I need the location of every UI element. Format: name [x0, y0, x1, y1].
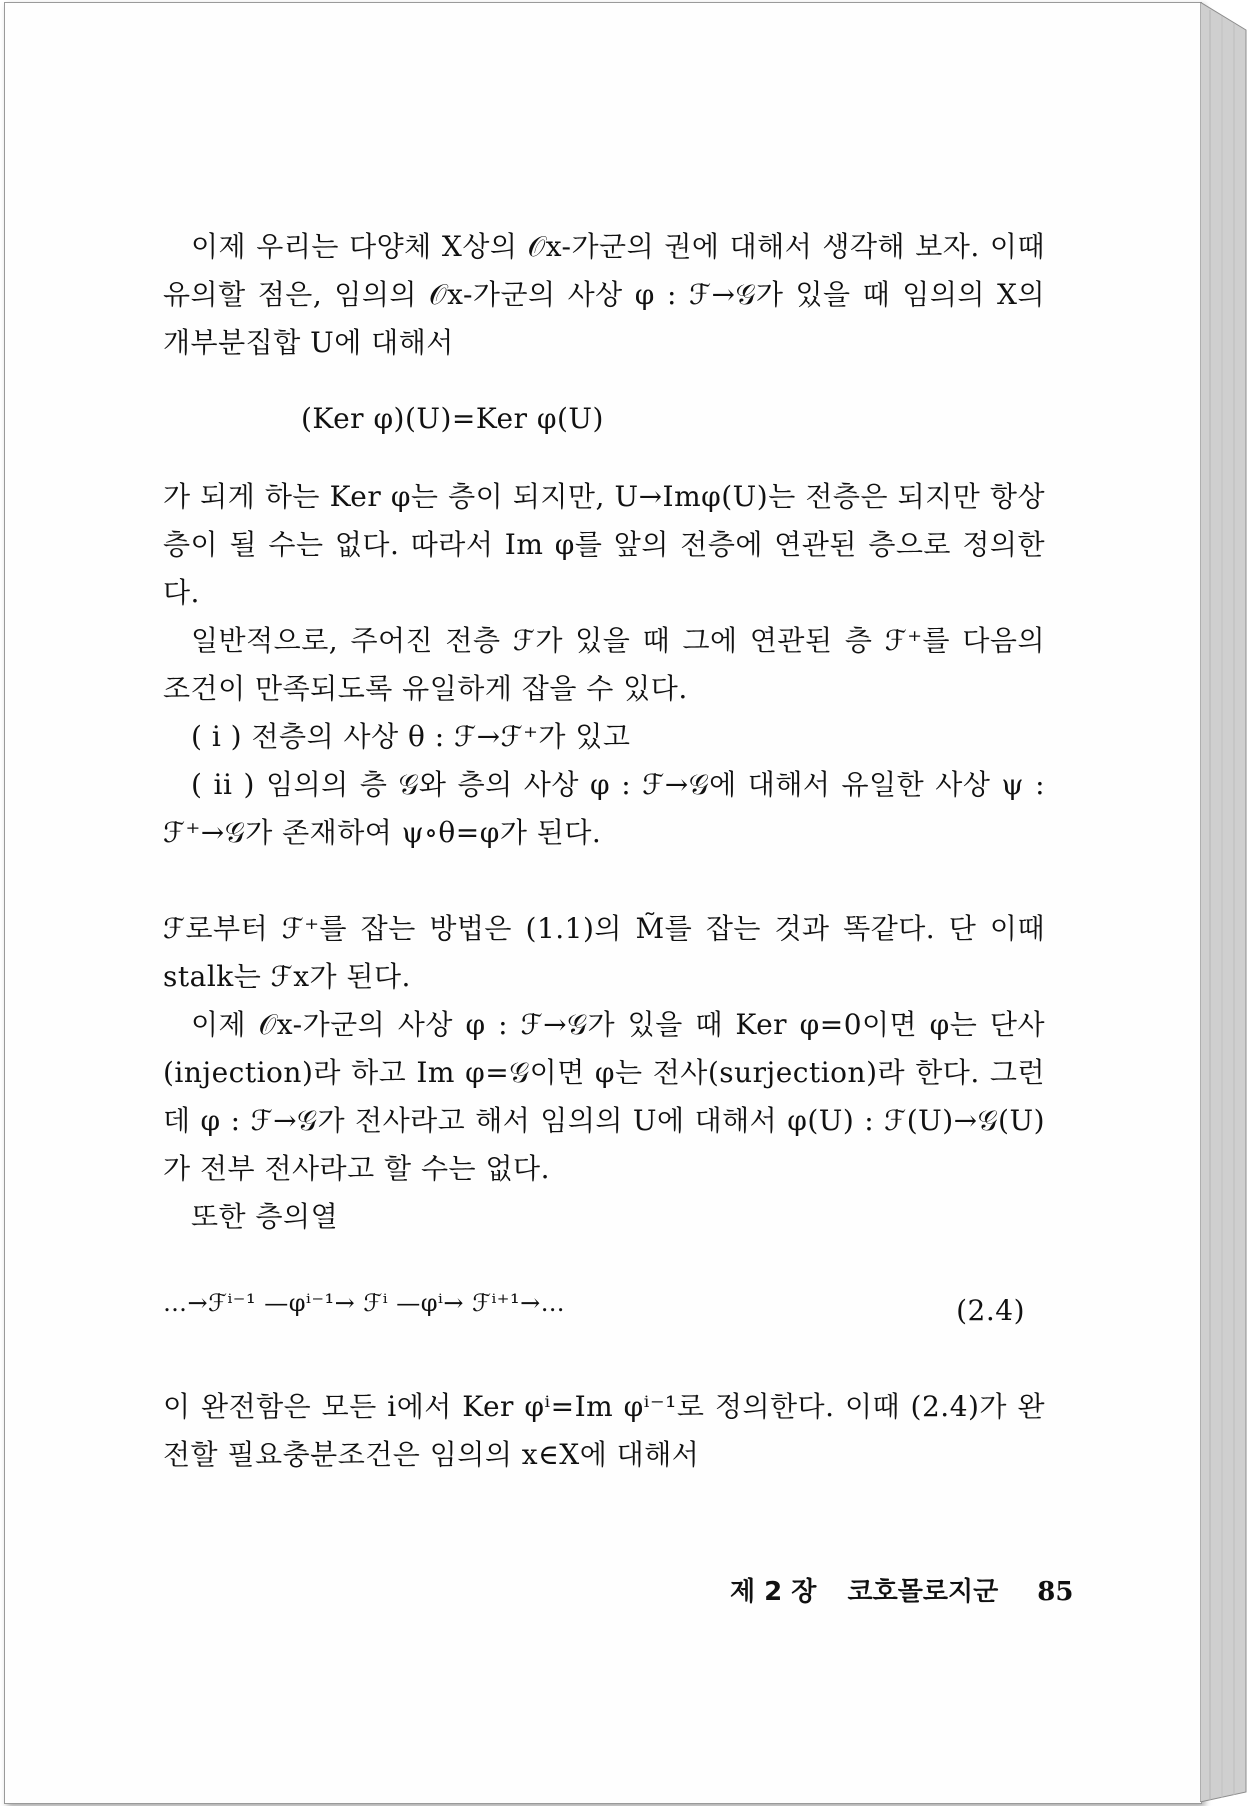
page-edge-shadow [1200, 2, 1252, 1802]
paragraph-4: ℱ로부터 ℱ⁺를 잡는 방법은 (1.1)의 M̃를 잡는 것과 똑같다. 단 이때 stalk는 ℱx가 된다. [163, 912, 1045, 993]
page-body [163, 223, 1045, 1479]
condition-item-2: ( ii ) 임의의 층 𝒢와 층의 사상 φ : ℱ→𝒢에 대해서 유일한 사상 ψ : ℱ⁺→𝒢가 존재하여 ψ∘θ=φ가 된다. [163, 768, 1045, 849]
paragraph-6: 또한 층의열 [191, 1200, 339, 1233]
condition-item-1: ( i ) 전층의 사상 θ : ℱ→ℱ⁺가 있고 [191, 720, 631, 753]
chapter-title: 코호몰로지군 [847, 1577, 999, 1607]
equation-number: (2.4) [956, 1294, 1025, 1327]
equation-ker: (Ker φ)(U)=Ker φ(U) [301, 402, 604, 435]
paragraph-2: 가 되게 하는 Ker φ는 층이 되지만, U→Imφ(U)는 전층은 되지만 항상 층이 될 수는 없다. 따라서 Im φ를 앞의 전층에 연관된 층으로 정의한다. [163, 480, 1045, 609]
spacer [163, 857, 1045, 905]
chapter-label: 제 2 장 [730, 1577, 817, 1607]
page-footer [730, 1571, 1073, 1608]
paragraph-7: 이 완전함은 모든 i에서 Ker φⁱ=Im φⁱ⁻¹로 정의한다. 이때 (2.4)가 완전할 필요충분조건은 임의의 x∈X에 대해서 [163, 1390, 1045, 1471]
paragraph-5: 이제 𝒪x-가군의 사상 φ : ℱ→𝒢가 있을 때 Ker φ=0이면 φ는 단사(injection)라 하고 Im φ=𝒢이면 φ는 전사(surjection)라 한다. 그런데 φ : ℱ→𝒢가 전사라고 해서 임의의 U에 대해서 φ(U) : ℱ(U)→𝒢(U)가 전부 전사라고 할 수는 없다. [163, 1008, 1045, 1185]
page-number: 85 [1037, 1577, 1074, 1607]
paragraph-1: 이제 우리는 다양체 X상의 𝒪x-가군의 권에 대해서 생각해 보자. 이때 유의할 점은, 임의의 𝒪x-가군의 사상 φ : ℱ→𝒢가 있을 때 임의의 X의 개부분집합 U에 대해서 [163, 230, 1045, 359]
exact-sequence-row [163, 1271, 1045, 1341]
book-page [4, 2, 1202, 1804]
paragraph-3: 일반적으로, 주어진 전층 ℱ가 있을 때 그에 연관된 층 ℱ⁺를 다음의 조건이 만족되도록 유일하게 잡을 수 있다. [163, 624, 1045, 705]
exact-sequence: …→ℱⁱ⁻¹ —φⁱ⁻¹→ ℱⁱ —φⁱ→ ℱⁱ⁺¹→… [163, 1289, 566, 1317]
